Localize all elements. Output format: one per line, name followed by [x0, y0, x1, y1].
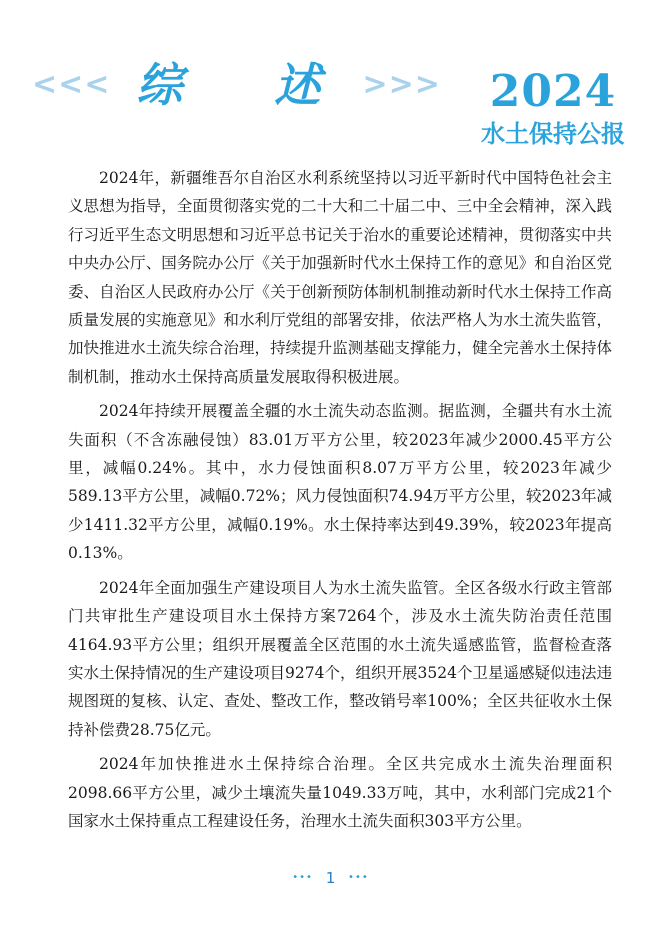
section-title: 综 述 [136, 58, 359, 112]
left-chevrons-decoration: <<< [32, 67, 111, 102]
page-header [0, 0, 661, 160]
page-footer [0, 868, 661, 887]
paragraph-governance: 2024年加快推进水土保持综合治理。全区共完成水土流失治理面积2098.66平方公里，减少土壤流失量1049.33万吨，其中，水利部门完成21个国家水土保持重点工程建设任务，治理水土流失面积303平方公里。 [68, 755, 612, 830]
paragraph-monitoring: 2024年持续开展覆盖全疆的水土流失动态监测。据监测，全疆共有水土流失面积（不含冻融侵蚀）83.01万平方公里，较2023年减少2000.45平方公里，减幅0.24%。其中，水力侵蚀面积8.07万平方公里，较2023年减少589.13平方公里，减幅0.72%；风力侵蚀面积74.94万平方公里，较2023年减少1411.32平方公里，减幅0.19%。水土保持率达到49.39%，较2023年提高0.13%。 [68, 402, 612, 563]
footer-dots-left: ••• [292, 872, 313, 883]
page-number: 1 [325, 868, 336, 887]
report-year: 2024 [489, 66, 617, 117]
paragraph-supervision: 2024年全面加强生产建设项目人为水土流失监管。全区各级水行政主管部门共审批生产建设项目水土保持方案7264个，涉及水土流失防治责任范围4164.93平方公里；组织开展覆盖全区范围的水土流失遥感监管，监督检查落实水土保持情况的生产建设项目9274个，组织开展3524个卫星遥感疑似违法违规图斑的复核、认定、查处、整改工作，整改销号率100%；全区共征收水土保持补偿费28.75亿元。 [68, 578, 612, 739]
right-chevrons-decoration: >>> [362, 67, 441, 102]
section-title-row [32, 58, 441, 112]
report-title-block [481, 66, 625, 148]
body-text [68, 164, 612, 841]
footer-dots-right: ••• [348, 872, 369, 883]
report-name: 水土保持公报 [481, 120, 625, 148]
paragraph-overview: 2024年，新疆维吾尔自治区水利系统坚持以习近平新时代中国特色社会主义思想为指导，全面贯彻落实党的二十大和二十届二中、三中全会精神，深入践行习近平生态文明思想和习近平总书记关于治水的重要论述精神，贯彻落实中共中央办公厅、国务院办公厅《关于加强新时代水土保持工作的意见》和自治区党委、自治区人民政府办公厅《关于创新预防体制机制推动新时代水土保持工作高质量发展的实施意见》和水利厅党组的部署安排，依法严格人为水土流失监管，加快推进水土流失综合治理，持续提升监测基础支撑能力，健全完善水土保持体制机制，推动水土保持高质量发展取得积极进展。 [68, 169, 612, 386]
